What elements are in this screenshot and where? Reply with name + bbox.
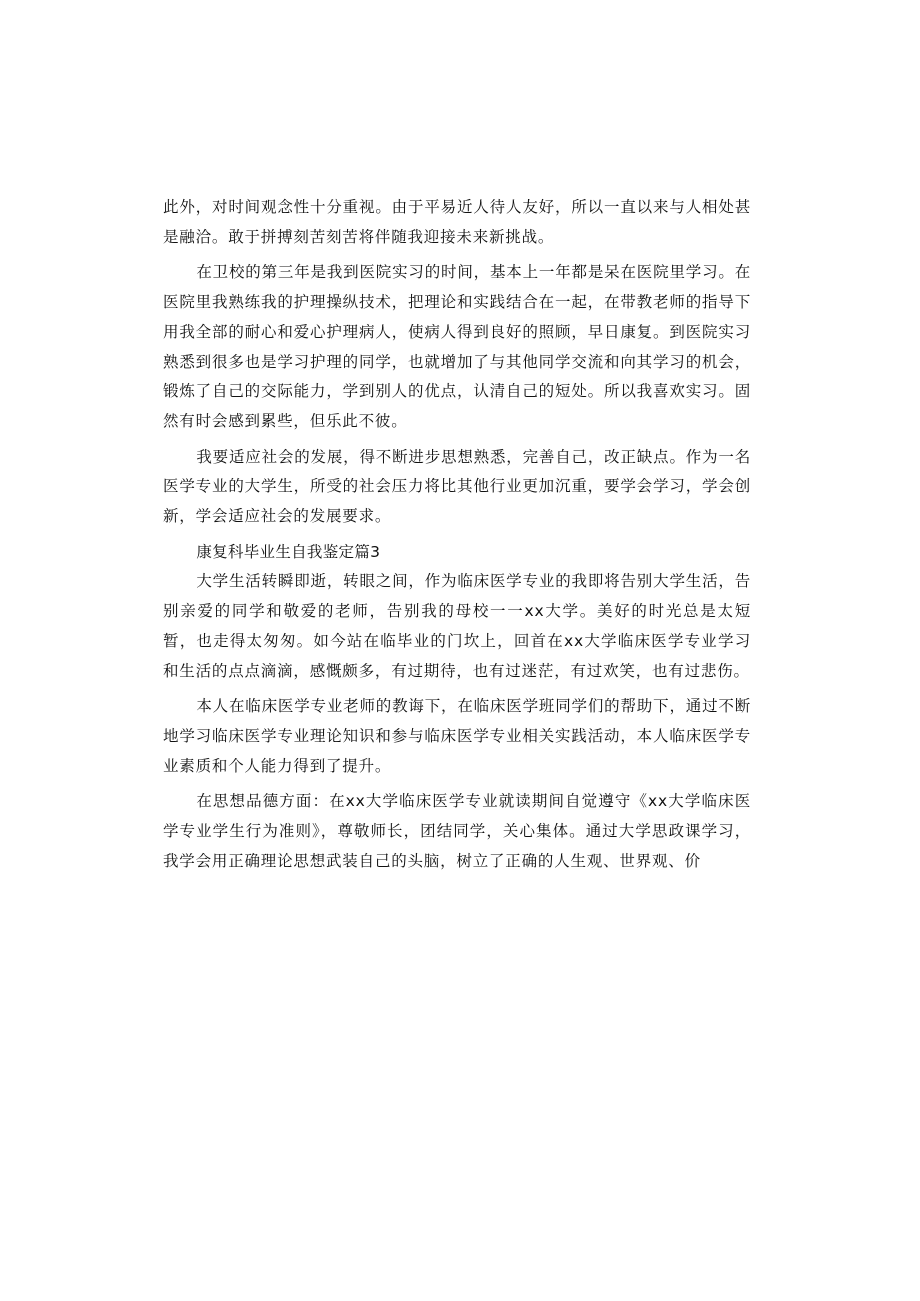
paragraph-university-life: 大学生活转瞬即逝，转眼之间，作为临床医学专业的我即将告别大学生活，告别亲爱的同学和敬爱的老师，告别我的母校一一xx大学。美好的时光总是太短暂，也走得太匆匆。如今站在临毕业的门坎上，回首在xx大学临床医学专业学习和生活的点点滴滴，感慨颇多，有过期待，也有过迷茫，有过欢笑，也有过悲伤。 xyxy=(163,572,751,680)
paragraph-continuation: 此外，对时间观念性十分重视。由于平易近人待人友好，所以一直以来与人相处甚是融洽。敢于拼搏刻苦刻苦将伴随我迎接未来新挑战。 xyxy=(163,198,751,246)
document-body xyxy=(163,193,751,876)
paragraph-internship: 在卫校的第三年是我到医院实习的时间，基本上一年都是呆在医院里学习。在医院里我熟练我的护理操纵技术，把理论和实践结合在一起，在带教老师的指导下用我全部的耐心和爱心护理病人，使病人得到良好的照顾，早日康复。到医院实习熟悉到很多也是学习护理的同学，也就增加了与其他同学交流和向其学习的机会，锻炼了自己的交际能力，学到别人的优点，认清自己的短处。所以我喜欢实习。固然有时会感到累些，但乐此不彼。 xyxy=(163,263,751,430)
paragraph-professional-growth: 本人在临床医学专业老师的教诲下，在临床医学班同学们的帮助下，通过不断地学习临床医学专业理论知识和参与临床医学专业相关实践活动，本人临床医学专业素质和个人能力得到了提升。 xyxy=(163,697,751,775)
section-heading: 康复科毕业生自我鉴定篇3 xyxy=(196,542,381,561)
paragraph-social-adaptation: 我要适应社会的发展，得不断进步思想熟悉，完善自己，改正缺点。作为一名医学专业的大学生，所受的社会压力将比其他行业更加沉重，要学会学习，学会创新，学会适应社会的发展要求。 xyxy=(163,447,751,526)
paragraph-moral-character: 在思想品德方面：在xx大学临床医学专业就读期间自觉遵守《xx大学临床医学专业学生行为准则》，尊敬师长，团结同学，关心集体。通过大学思政课学习，我学会用正确理论思想武装自己的头脑，树立了正确的人生观、世界观、价 xyxy=(163,792,751,870)
